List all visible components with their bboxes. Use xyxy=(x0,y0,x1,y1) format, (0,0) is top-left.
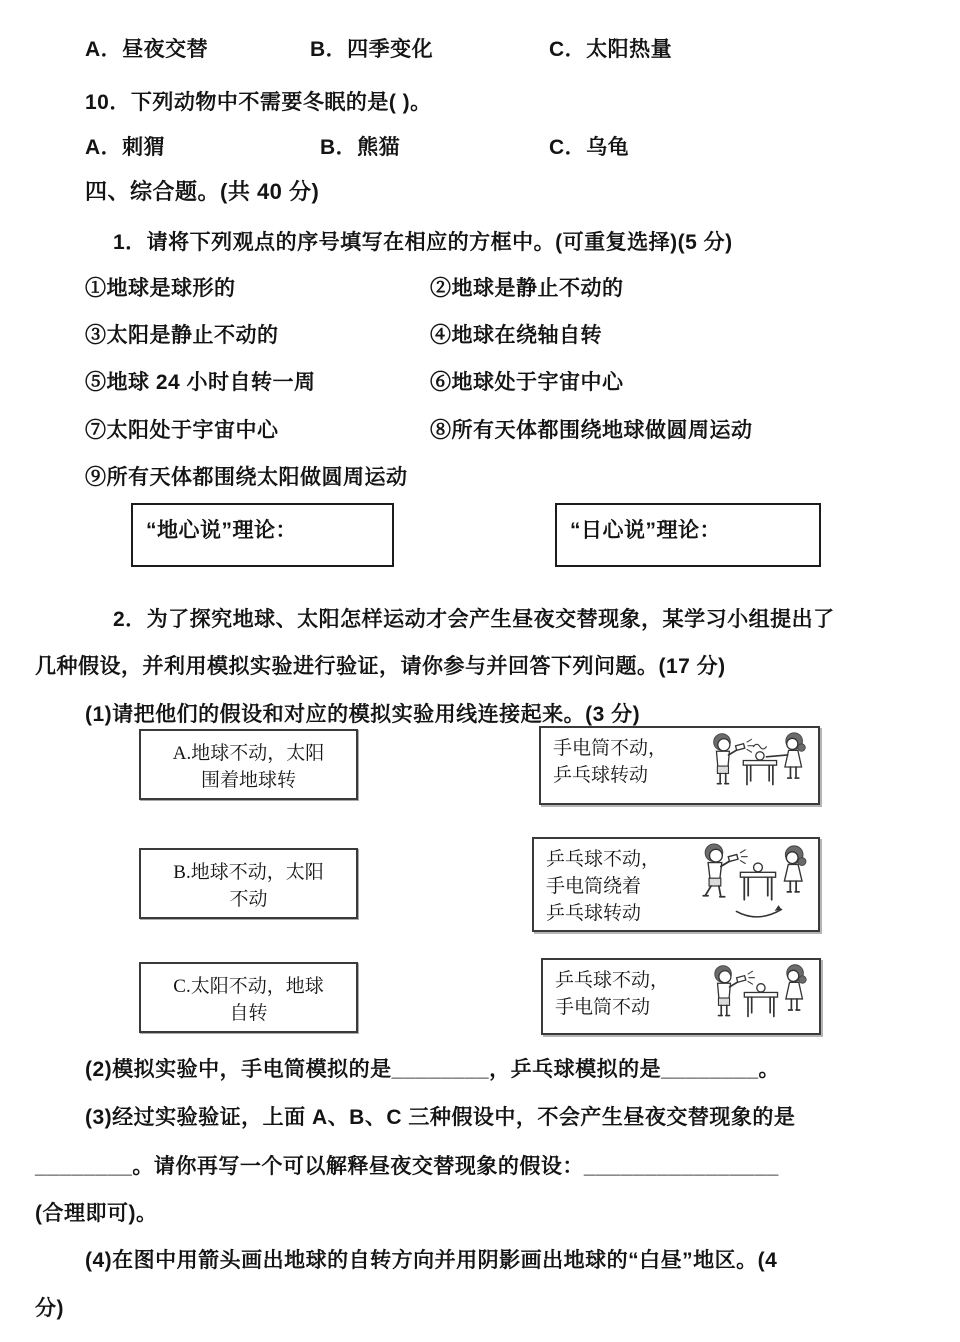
hypothesis-c-line1: C.太阳不动，地球 xyxy=(173,976,324,997)
experiment-3-line2: 手电筒不动 xyxy=(555,997,651,1018)
q10-option-a: A．刺猬 xyxy=(85,136,166,159)
hypothesis-b-line2: 不动 xyxy=(229,889,268,910)
q1-statement-6: ⑥地球处于宇宙中心 xyxy=(430,371,624,394)
q2-sub4-line1: (4)在图中用箭头画出地球的自转方向并用阴影画出地球的“白昼”地区。(4 xyxy=(85,1249,778,1272)
experiment-2-line2: 手电筒绕着 xyxy=(546,876,642,897)
kids-table-flashlight-circling-icon xyxy=(696,841,818,931)
heliocentric-box-label: “日心说”理论： xyxy=(570,519,721,542)
q2-sub3-line2: ________。请你再写一个可以解释昼夜交替现象的假设：________________ xyxy=(35,1155,779,1178)
q1-statement-2: ②地球是静止不动的 xyxy=(430,277,624,300)
hypothesis-a-line1: A.地球不动，太阳 xyxy=(172,743,325,764)
q2-intro-line2: 几种假设，并利用模拟实验进行验证，请你参与并回答下列问题。(17 分) xyxy=(35,655,726,678)
hypothesis-b-line1: B.地球不动，太阳 xyxy=(173,862,324,883)
hypothesis-b-box xyxy=(139,848,358,919)
q1-question: 1．请将下列观点的序号填写在相应的方框中。(可重复选择)(5 分) xyxy=(113,231,733,254)
q9-option-b: B．四季变化 xyxy=(310,38,434,61)
q2-sub3-line3: (合理即可)。 xyxy=(35,1202,158,1225)
hypothesis-a-box xyxy=(139,729,358,800)
q1-statement-8: ⑧所有天体都围绕地球做圆周运动 xyxy=(430,419,753,442)
kids-table-both-still-icon xyxy=(701,962,819,1034)
q9-option-c: C．太阳热量 xyxy=(549,38,673,61)
experiment-1-box xyxy=(539,726,820,805)
q1-statement-1: ①地球是球形的 xyxy=(85,277,236,300)
q10-option-c: C．乌龟 xyxy=(549,136,630,159)
q1-statement-9: ⑨所有天体都围绕太阳做圆周运动 xyxy=(85,466,408,489)
q9-option-a: A．昼夜交替 xyxy=(85,38,209,61)
q2-sub2: (2)模拟实验中，手电筒模拟的是________，乒乓球模拟的是________。 xyxy=(85,1058,781,1081)
experiment-2-box xyxy=(532,837,820,932)
heliocentric-answer-box xyxy=(555,503,821,567)
q2-sub3-line1: (3)经过实验验证，上面 A、B、C 三种假设中，不会产生昼夜交替现象的是 xyxy=(85,1106,796,1129)
experiment-2-line3: 乒乓球转动 xyxy=(546,903,642,924)
hypothesis-a-line2: 围着地球转 xyxy=(200,770,296,791)
q10-question: 10．下列动物中不需要冬眠的是( )。 xyxy=(85,91,432,114)
kids-table-ball-spinning-icon xyxy=(700,730,818,804)
hypothesis-c-box xyxy=(139,962,358,1033)
q1-statement-4: ④地球在绕轴自转 xyxy=(430,324,602,347)
experiment-3-box xyxy=(541,958,821,1035)
experiment-1-line1: 手电筒不动， xyxy=(553,738,668,759)
hypothesis-c-line2: 自转 xyxy=(229,1003,268,1024)
q1-statement-3: ③太阳是静止不动的 xyxy=(85,324,279,347)
q2-intro-line1: 2．为了探究地球、太阳怎样运动才会产生昼夜交替现象，某学习小组提出了 xyxy=(113,608,835,631)
q2-sub1: (1)请把他们的假设和对应的模拟实验用线连接起来。(3 分) xyxy=(85,703,641,726)
experiment-2-line1: 乒乓球不动， xyxy=(546,849,661,870)
q2-sub4-line2: 分) xyxy=(35,1297,64,1320)
experiment-1-line2: 乒乓球转动 xyxy=(553,765,649,786)
q10-option-b: B．熊猫 xyxy=(320,136,401,159)
geocentric-answer-box xyxy=(131,503,394,567)
section4-title: 四、综合题。(共 40 分) xyxy=(85,179,320,204)
q1-statement-7: ⑦太阳处于宇宙中心 xyxy=(85,419,279,442)
q1-statement-5: ⑤地球 24 小时自转一周 xyxy=(85,371,316,394)
geocentric-box-label: “地心说”理论： xyxy=(146,519,297,542)
experiment-3-line1: 乒乓球不动， xyxy=(555,970,670,991)
